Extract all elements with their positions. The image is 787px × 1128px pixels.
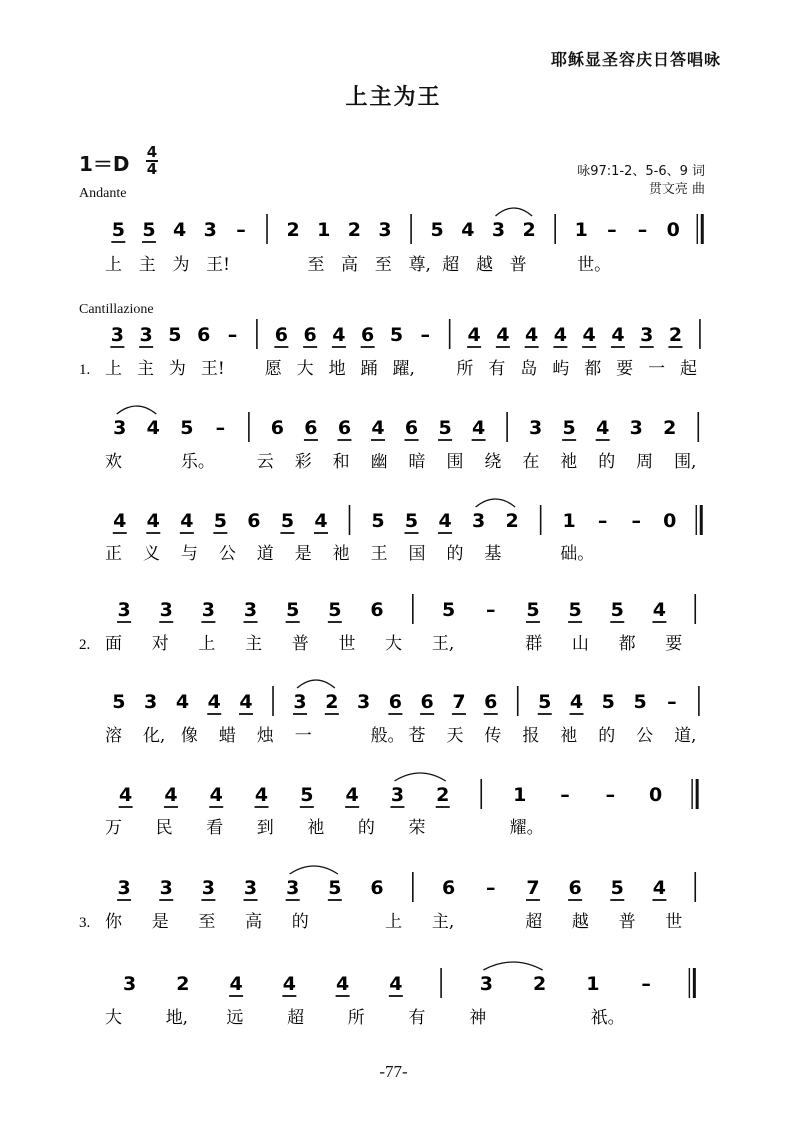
tie-slur <box>290 866 338 874</box>
lyric-syllable: 你 <box>105 912 122 932</box>
note: 3 <box>640 324 654 346</box>
lyric-syllable: 化, <box>142 726 166 746</box>
note: 4 <box>175 691 190 713</box>
lyric-syllable: 都 <box>618 634 636 654</box>
note: 3 <box>293 691 307 713</box>
lyric-syllable: 世 <box>338 634 356 654</box>
lyric-syllable: 主 <box>245 634 263 654</box>
lyric-syllable: 主 <box>136 359 154 379</box>
lyric-syllable: 至 <box>374 255 392 275</box>
lyric-syllable: 乐。 <box>180 452 215 472</box>
lyric-syllable: 公 <box>218 544 236 564</box>
lyric-syllable: 王! <box>200 359 225 379</box>
note: 6 <box>420 691 434 713</box>
note: 3 <box>123 973 137 995</box>
lyric-syllable: 高 <box>341 255 359 275</box>
note: 4 <box>582 324 596 346</box>
note: – <box>667 691 677 713</box>
note: 6 <box>370 877 384 899</box>
lyric-syllable: 的 <box>598 452 616 472</box>
note: 6 <box>270 417 285 439</box>
tie-slur <box>495 208 532 216</box>
note: 4 <box>239 691 253 713</box>
note: 2 <box>176 973 190 995</box>
note: 5 <box>371 510 385 532</box>
note: 4 <box>335 973 350 995</box>
note: 1 <box>317 219 331 241</box>
lyric-syllable: 到 <box>256 818 274 838</box>
note: – <box>227 324 238 346</box>
lyric-syllable: 越 <box>475 255 493 275</box>
note: 5 <box>538 691 552 713</box>
note: 5 <box>328 877 342 899</box>
lyric-syllable: 普 <box>509 255 527 275</box>
song-title: 上主为王 <box>345 84 442 110</box>
note: 5 <box>404 510 419 532</box>
lyric-syllable: 主, <box>431 912 455 932</box>
lyric-syllable: 大 <box>105 1008 122 1028</box>
lyric-syllable: 超 <box>442 255 460 275</box>
note: – <box>236 219 246 241</box>
lyric-syllable: 都 <box>584 359 602 379</box>
tie-slur <box>297 680 335 688</box>
note: 5 <box>633 691 647 713</box>
lyric-syllable: 至 <box>307 255 325 275</box>
lyric-syllable: 正 <box>105 544 122 564</box>
lyric-syllable: 道, <box>674 726 697 746</box>
lyric-syllable: 高 <box>245 912 263 932</box>
note: 4 <box>611 324 625 346</box>
section-label: Cantillazione <box>79 302 154 317</box>
note: 0 <box>666 219 680 241</box>
note: 3 <box>144 691 158 713</box>
note: 6 <box>337 417 352 439</box>
note: 4 <box>332 324 346 346</box>
note: 2 <box>347 219 362 241</box>
note: 7 <box>452 691 466 713</box>
lyric-syllable: 的 <box>446 544 464 564</box>
tie-slur <box>483 962 542 970</box>
note: 3 <box>139 324 153 346</box>
note: – <box>605 784 616 806</box>
note: 4 <box>282 973 296 995</box>
lyric-syllable: 岛 <box>520 359 538 379</box>
note: 2 <box>286 219 300 241</box>
note: 3 <box>243 877 258 899</box>
note: 4 <box>371 417 385 439</box>
lyric-syllable: 耀。 <box>509 818 544 838</box>
note: 3 <box>629 417 643 439</box>
note: 3 <box>528 417 543 439</box>
lyric-syllable: 王! <box>206 255 231 275</box>
note: 4 <box>461 219 475 241</box>
note: 2 <box>663 417 677 439</box>
note: 2 <box>325 691 339 713</box>
lyric-syllable: 围, <box>674 452 697 472</box>
note: 5 <box>112 691 126 713</box>
note: 4 <box>569 691 584 713</box>
note: 2 <box>532 973 547 995</box>
note: 3 <box>378 219 392 241</box>
lyric-syllable: 上 <box>105 359 122 379</box>
lyric-syllable: 对 <box>151 634 169 654</box>
lyric-syllable: 欢 <box>105 452 122 472</box>
lyric-syllable: 溶 <box>105 726 122 746</box>
lyric-syllable: 世。 <box>577 255 612 275</box>
lyric-syllable: 万 <box>105 818 122 838</box>
note: 5 <box>601 691 615 713</box>
lyric-syllable: 起 <box>680 359 698 379</box>
note: 5 <box>111 219 125 241</box>
note: 3 <box>201 599 215 621</box>
note: 3 <box>117 599 131 621</box>
lyric-syllable: 普 <box>291 634 309 654</box>
lyric-syllable: 有 <box>408 1008 426 1028</box>
note: 5 <box>526 599 540 621</box>
lyric-syllable: 基 <box>484 544 502 564</box>
lyric-syllable: 山 <box>571 634 589 654</box>
note: 5 <box>142 219 156 241</box>
lyric-syllable: 报 <box>522 726 540 746</box>
note: 3 <box>159 599 173 621</box>
lyric-syllable: 为 <box>168 359 186 379</box>
note: 4 <box>173 219 187 241</box>
lyric-syllable: 围 <box>446 452 464 472</box>
lyric-syllable: 所 <box>347 1008 365 1028</box>
lyric-syllable: 要 <box>665 634 683 654</box>
note: – <box>215 417 226 439</box>
note: 5 <box>180 417 194 439</box>
note: 3 <box>201 877 215 899</box>
note: 6 <box>568 877 582 899</box>
note: 2 <box>522 219 536 241</box>
lyric-syllable: 在 <box>522 452 540 472</box>
note: – <box>420 324 430 346</box>
lyric-syllable: 愿 <box>264 359 282 379</box>
composer-credit: 贯文亮 曲 <box>648 182 705 197</box>
lyric-syllable: 地, <box>165 1008 189 1028</box>
note: 6 <box>303 324 317 346</box>
note: 1 <box>562 510 576 532</box>
note: 4 <box>209 784 223 806</box>
note: – <box>486 599 496 621</box>
lyric-syllable: 为 <box>172 255 190 275</box>
note: 6 <box>197 324 211 346</box>
note: 3 <box>113 417 127 439</box>
lyric-syllable: 道 <box>256 544 274 564</box>
note: 3 <box>159 877 173 899</box>
note: 1 <box>574 219 588 241</box>
note: 4 <box>438 510 452 532</box>
tie-slur <box>476 499 516 507</box>
lyric-syllable: 一 <box>648 359 666 379</box>
lyric-syllable: 踊 <box>360 359 378 379</box>
lyric-syllable: 苍 <box>408 726 426 746</box>
note: 4 <box>596 417 610 439</box>
lyric-syllable: 所 <box>456 359 474 379</box>
note: 4 <box>119 784 133 806</box>
lyric-syllable: 远 <box>226 1008 244 1028</box>
note: 5 <box>442 599 456 621</box>
note: 4 <box>314 510 328 532</box>
note: 5 <box>610 877 624 899</box>
lyric-syllable: 屿 <box>552 359 570 379</box>
lyric-syllable: 有 <box>488 359 506 379</box>
lyric-syllable: 天 <box>446 726 464 746</box>
lyric-syllable: 公 <box>636 726 654 746</box>
tempo-marking: Andante <box>79 186 127 201</box>
note: 4 <box>146 417 160 439</box>
note: 6 <box>361 324 375 346</box>
note: – <box>607 219 617 241</box>
lyric-syllable: 的 <box>598 726 616 746</box>
note: 3 <box>286 877 300 899</box>
lyric-syllable: 躍, <box>392 359 415 379</box>
lyric-syllable: 幽 <box>370 452 388 472</box>
note: 7 <box>526 877 540 899</box>
note: – <box>641 973 651 995</box>
lyric-syllable: 上 <box>385 912 403 932</box>
verse-number: 3. <box>79 915 91 931</box>
lyric-syllable: 主 <box>138 255 156 275</box>
lyric-syllable: 尊, <box>408 255 431 275</box>
note: 4 <box>471 417 486 439</box>
note: 5 <box>213 510 227 532</box>
lyric-syllable: 是 <box>151 912 169 932</box>
lyric-syllable: 祂 <box>560 726 578 746</box>
note: 5 <box>430 219 444 241</box>
lyric-syllable: 王, <box>431 634 455 654</box>
lyric-syllable: 越 <box>571 912 589 932</box>
page-number: -77- <box>379 1062 408 1081</box>
note: 1 <box>513 784 527 806</box>
note: 4 <box>180 510 194 532</box>
key-signature: 1＝D <box>79 152 130 176</box>
note: 2 <box>668 324 683 346</box>
lyric-syllable: 群 <box>525 634 543 654</box>
note: 4 <box>113 510 127 532</box>
note: 6 <box>247 510 261 532</box>
lyric-syllable: 神 <box>469 1008 487 1028</box>
note: 1 <box>586 973 600 995</box>
lyric-syllable: 传 <box>484 726 502 746</box>
time-signature-top: 4 <box>146 143 158 161</box>
note: 3 <box>356 691 371 713</box>
lyric-syllable: 王 <box>370 544 388 564</box>
note: 4 <box>496 324 510 346</box>
lyric-syllable: 看 <box>206 818 224 838</box>
note: – <box>560 784 570 806</box>
lyric-syllable: 烛 <box>256 726 274 746</box>
tie-slur <box>117 406 157 414</box>
verse-number: 2. <box>79 637 91 653</box>
lyric-syllable: 上 <box>105 255 122 275</box>
note: 4 <box>553 324 568 346</box>
note: 5 <box>300 784 314 806</box>
note: 6 <box>388 691 402 713</box>
note: 4 <box>164 784 178 806</box>
lyric-syllable: 和 <box>332 452 350 472</box>
lyric-syllable: 世 <box>665 912 683 932</box>
collection-title: 耶稣显圣容庆日答唱咏 <box>550 50 721 69</box>
lyric-syllable: 彩 <box>294 452 312 472</box>
lyric-syllable: 普 <box>618 912 636 932</box>
note: 2 <box>436 784 450 806</box>
tie-slur <box>394 773 445 781</box>
lyric-syllable: 义 <box>142 544 160 564</box>
note: 5 <box>438 417 452 439</box>
note: 6 <box>370 599 384 621</box>
note: 6 <box>274 324 288 346</box>
note: 3 <box>243 599 258 621</box>
note: 3 <box>110 324 125 346</box>
lyric-syllable: 国 <box>408 544 426 564</box>
note: 4 <box>652 877 667 899</box>
lyric-syllable: 暗 <box>408 452 426 472</box>
note: – <box>486 877 496 899</box>
note: 4 <box>652 599 667 621</box>
note: 5 <box>568 599 582 621</box>
lyric-syllable: 上 <box>198 634 216 654</box>
lyric-syllable: 祂 <box>307 818 325 838</box>
note: 3 <box>390 784 405 806</box>
lyric-syllable: 面 <box>105 634 122 654</box>
note: 3 <box>203 219 217 241</box>
note: 4 <box>389 973 403 995</box>
credits <box>577 163 705 199</box>
note: 5 <box>168 324 182 346</box>
lyric-syllable: 般。 <box>370 726 405 746</box>
note: 0 <box>649 784 663 806</box>
note: 0 <box>663 510 677 532</box>
time-signature-bottom: 4 <box>146 160 158 178</box>
note: 5 <box>328 599 342 621</box>
note: 5 <box>280 510 295 532</box>
lyric-syllable: 至 <box>198 912 216 932</box>
lyric-syllable: 祇。 <box>590 1008 625 1028</box>
note: 6 <box>304 417 318 439</box>
note: 4 <box>467 324 481 346</box>
lyric-syllable: 荣 <box>408 818 426 838</box>
lyric-syllable: 的 <box>291 912 309 932</box>
note: 5 <box>610 599 624 621</box>
lyric-syllable: 地 <box>328 359 346 379</box>
lyric-syllable: 与 <box>180 544 198 564</box>
lyric-syllable: 云 <box>256 452 274 472</box>
note: – <box>597 510 608 532</box>
lyric-syllable: 祂 <box>560 452 578 472</box>
lyric-syllable: 蜡 <box>218 726 236 746</box>
note: 4 <box>525 324 539 346</box>
lyric-syllable: 础。 <box>560 544 595 564</box>
note: 4 <box>345 784 359 806</box>
lyric-syllable: 大 <box>296 359 314 379</box>
lyric-syllable: 大 <box>385 634 403 654</box>
note: 6 <box>404 417 419 439</box>
lyric-syllable: 像 <box>180 726 198 746</box>
note: 4 <box>146 510 160 532</box>
lyric-syllable: 要 <box>616 359 634 379</box>
lyric-syllable: 是 <box>294 544 312 564</box>
lyric-syllable: 超 <box>525 912 543 932</box>
lyric-syllable: 周 <box>636 452 654 472</box>
lyric-syllable: 的 <box>357 818 375 838</box>
note: 4 <box>207 691 221 713</box>
note: 4 <box>254 784 269 806</box>
lyricist-credit: 咏97:1-2、5-6、9 词 <box>577 164 705 179</box>
note: 3 <box>117 877 131 899</box>
lyric-syllable: 祂 <box>332 544 350 564</box>
note: 4 <box>229 973 243 995</box>
note: – <box>637 219 648 241</box>
time-signature <box>146 143 158 178</box>
note: 5 <box>286 599 300 621</box>
note: 6 <box>484 691 498 713</box>
lyric-syllable: 一 <box>294 726 312 746</box>
note: 5 <box>562 417 576 439</box>
note: 3 <box>471 510 486 532</box>
note: 5 <box>389 324 404 346</box>
note: 3 <box>491 219 506 241</box>
lyric-syllable: 绕 <box>484 452 502 472</box>
lyric-syllable: 民 <box>155 818 173 838</box>
verse-number: 1. <box>79 362 91 378</box>
note: 6 <box>442 877 456 899</box>
lyric-syllable: 超 <box>287 1008 305 1028</box>
note: 2 <box>505 510 519 532</box>
note: – <box>631 510 641 532</box>
note: 3 <box>479 973 493 995</box>
